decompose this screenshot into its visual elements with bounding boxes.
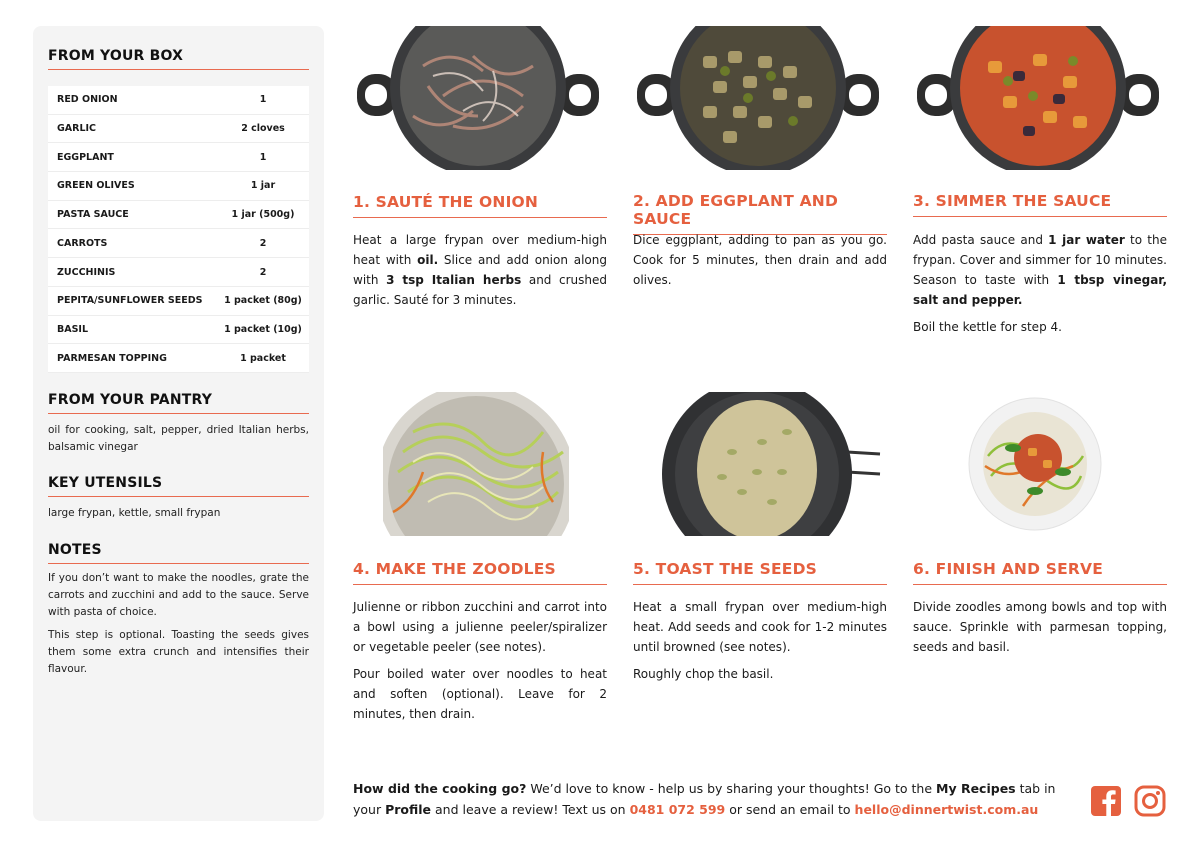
ingredient-qty: 1 xyxy=(217,143,309,172)
notes-text xyxy=(48,570,309,684)
ingredient-name: BASIL xyxy=(48,315,217,344)
step-paragraph xyxy=(913,317,1167,337)
step-text: Heat a small frypan over medium-high heat. Add seeds and cook for 1-2 minutes until browned (see notes). xyxy=(633,600,887,654)
utensils-text: large frypan, kettle, small frypan xyxy=(48,507,221,519)
from-your-box-heading: FROM YOUR BOX xyxy=(48,48,309,70)
ingredient-name: GREEN OLIVES xyxy=(48,172,217,201)
step-1-photo xyxy=(353,26,603,170)
step-4-title: 4. MAKE THE ZOODLES xyxy=(353,560,607,585)
ingredient-row xyxy=(48,200,309,229)
ingredient-name: CARROTS xyxy=(48,229,217,258)
instagram-icon[interactable] xyxy=(1134,785,1166,817)
ingredient-name: EGGPLANT xyxy=(48,143,217,172)
ingredient-name: PEPITA/SUNFLOWER SEEDS xyxy=(48,286,217,315)
ingredient-qty: 1 jar (500g) xyxy=(217,200,309,229)
feedback-footer xyxy=(353,778,1073,820)
step-text: to the frypan. Cover and simmer for 10 minutes. Season to taste with xyxy=(913,233,1167,287)
step-text: Add pasta sauce and xyxy=(913,233,1049,247)
ingredient-row xyxy=(48,258,309,287)
step-paragraph xyxy=(633,230,887,290)
step-paragraph xyxy=(913,597,1167,657)
step-2-body xyxy=(633,230,887,297)
step-paragraph xyxy=(353,230,607,310)
step-1-title: 1. SAUTÉ THE ONION xyxy=(353,193,607,218)
footer-bold-text: My Recipes xyxy=(936,781,1016,796)
ingredient-row xyxy=(48,114,309,143)
step-bold-text: oil. xyxy=(417,253,439,267)
step-text: Dice eggplant, adding to pan as you go. Cook for 5 minutes, then drain and add olives. xyxy=(633,233,887,287)
step-paragraph xyxy=(353,664,607,724)
step-5-title: 5. TOAST THE SEEDS xyxy=(633,560,887,585)
step-5-body xyxy=(633,597,887,691)
ingredient-qty: 1 packet xyxy=(217,344,309,373)
notes-heading: NOTES xyxy=(48,542,309,564)
ingredient-qty: 1 packet (10g) xyxy=(217,315,309,344)
footer-text: and leave a review! Text us on xyxy=(431,802,630,817)
step-text: Julienne or ribbon zucchini and carrot into a bowl using a julienne peeler/spiralizer or vegetable peeler (see notes). xyxy=(353,600,607,654)
ingredient-qty: 2 xyxy=(217,229,309,258)
step-text: Slice and add onion along with xyxy=(353,253,607,287)
step-text: Divide zoodles among bowls and top with sauce. Sprinkle with parmesan topping, seeds and basil. xyxy=(913,600,1167,654)
ingredient-name: PASTA SAUCE xyxy=(48,200,217,229)
ingredient-row xyxy=(48,143,309,172)
facebook-icon[interactable] xyxy=(1090,785,1122,817)
step-text: Heat a large frypan over medium-high heat with xyxy=(353,233,607,267)
ingredient-name: RED ONION xyxy=(48,86,217,114)
footer-text: tab in your xyxy=(353,781,1056,817)
step-5-photo xyxy=(662,392,882,536)
ingredient-qty: 2 cloves xyxy=(217,114,309,143)
ingredient-row xyxy=(48,172,309,201)
ingredient-qty: 1 jar xyxy=(217,172,309,201)
step-6-photo xyxy=(963,396,1108,532)
step-3-title: 3. SIMMER THE SAUCE xyxy=(913,192,1167,217)
sidebar xyxy=(33,26,324,821)
step-text: Roughly chop the basil. xyxy=(633,667,774,681)
note-2: This step is optional. Toasting the seeds gives them some extra crunch and intensifies their flavour. xyxy=(48,629,309,675)
step-6-title: 6. FINISH AND SERVE xyxy=(913,560,1167,585)
contact-link[interactable]: hello@dinnertwist.com.au xyxy=(854,802,1039,817)
ingredient-qty: 1 packet (80g) xyxy=(217,286,309,315)
step-paragraph xyxy=(353,597,607,657)
step-text: and crushed garlic. Sauté for 3 minutes. xyxy=(353,273,608,307)
step-4-body xyxy=(353,597,607,731)
step-text: Boil the kettle for step 4. xyxy=(913,320,1062,334)
ingredient-name: PARMESAN TOPPING xyxy=(48,344,217,373)
ingredient-row xyxy=(48,86,309,114)
pantry-heading: FROM YOUR PANTRY xyxy=(48,392,309,414)
ingredient-row xyxy=(48,315,309,344)
footer-bold-text: Profile xyxy=(385,802,432,817)
ingredient-row xyxy=(48,344,309,373)
footer-text: We’d love to know - help us by sharing your thoughts! Go to the xyxy=(526,781,937,796)
footer-text: or send an email to xyxy=(725,802,855,817)
footer-bold-text: How did the cooking go? xyxy=(353,781,527,796)
ingredient-qty: 2 xyxy=(217,258,309,287)
pantry-text: oil for cooking, salt, pepper, dried Italian herbs, balsamic vinegar xyxy=(48,424,309,453)
step-paragraph xyxy=(633,597,887,657)
utensils-heading: KEY UTENSILS xyxy=(48,475,309,497)
step-paragraph xyxy=(633,664,887,684)
step-bold-text: 3 tsp Italian herbs xyxy=(386,273,522,287)
step-3-photo xyxy=(913,26,1163,170)
step-text: Pour boiled water over noodles to heat and soften (optional). Leave for 2 minutes, then drain. xyxy=(353,667,607,721)
ingredient-row xyxy=(48,286,309,315)
step-2-title: 2. ADD EGGPLANT AND SAUCE xyxy=(633,192,887,235)
step-3-body xyxy=(913,230,1167,344)
step-bold-text: 1 jar water xyxy=(1048,233,1125,247)
step-2-photo xyxy=(633,26,883,170)
step-1-body xyxy=(353,230,607,317)
ingredient-qty: 1 xyxy=(217,86,309,114)
note-1: If you don’t want to make the noodles, grate the carrots and zucchini and add to the sauce. Serve with pasta of choice. xyxy=(48,572,309,618)
ingredient-row xyxy=(48,229,309,258)
step-4-photo xyxy=(383,392,569,536)
step-6-body xyxy=(913,597,1167,664)
ingredients-table xyxy=(48,86,309,373)
step-bold-text: 1 tbsp vinegar, salt and pepper. xyxy=(913,273,1168,307)
step-paragraph xyxy=(913,230,1167,310)
ingredient-name: ZUCCHINIS xyxy=(48,258,217,287)
ingredient-name: GARLIC xyxy=(48,114,217,143)
contact-link[interactable]: 0481 072 599 xyxy=(629,802,726,817)
